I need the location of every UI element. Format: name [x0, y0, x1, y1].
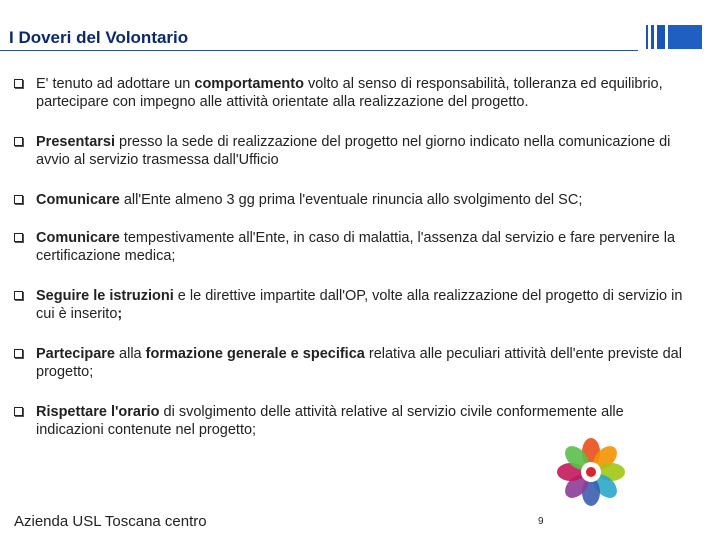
footer-organization: Azienda USL Toscana centro [14, 513, 207, 530]
item-text-segment: E' tenuto ad adottare un [36, 76, 195, 92]
checkbox-bullet-icon [14, 233, 23, 242]
item-text-segment: di svolgimento delle attività relative al servizio civile conformemente alle indicazioni contenute nel progetto; [36, 404, 624, 438]
list-item [14, 345, 694, 381]
list-item [14, 75, 694, 111]
item-text-segment: Rispettare l'orario [36, 404, 160, 420]
checkbox-bullet-icon [14, 349, 23, 358]
item-text-segment: formazione generale e specifica [145, 346, 365, 362]
brand-bars-icon [646, 25, 702, 49]
item-text-segment: Comunicare [36, 230, 120, 246]
servizio-civile-logo-icon [555, 436, 627, 508]
item-text-segment: all'Ente almeno 3 gg prima l'eventuale rinuncia allo svolgimento del SC; [119, 192, 583, 208]
duties-list [14, 75, 694, 439]
item-text-segment: ; [117, 306, 123, 322]
checkbox-bullet-icon [14, 137, 23, 146]
item-text-segment: presso la sede di realizzazione del progetto nel giorno indicato nella comunicazione di avvio al servizio trasmessa dall'Ufficio [36, 134, 671, 168]
logo-center-mark [586, 467, 596, 477]
item-text-segment: Partecipare [36, 346, 115, 362]
item-text-segment: tempestivamente all'Ente, in caso di malattia, l'assenza dal servizio e fare pervenire la certificazione medica; [36, 230, 676, 264]
item-text-segment: relativa alle peculiari attività dell'ente previste dal progetto; [36, 346, 682, 380]
list-item [14, 229, 694, 265]
checkbox-bullet-icon [14, 291, 23, 300]
list-item [14, 287, 694, 323]
page-number: 9 [538, 516, 544, 527]
item-text-segment: volto al senso di responsabilità, tolleranza ed equilibrio, partecipare con impegno alle attività orientate alla realizzazione del progetto. [36, 76, 663, 110]
list-item [14, 191, 694, 209]
item-text-segment: Seguire le istruzioni [36, 288, 174, 304]
checkbox-bullet-icon [14, 79, 23, 88]
item-text-segment: comportamento [194, 76, 304, 92]
item-text-segment: e le direttive impartite dall'OP, volte alla realizzazione del progetto di servizio in cui è inserito [36, 288, 683, 322]
item-text-segment: alla [115, 346, 146, 362]
page-title: I Doveri del Volontario [9, 28, 189, 47]
item-text-segment: Comunicare [36, 192, 120, 208]
list-item [14, 403, 694, 439]
item-text-segment: Presentarsi [36, 134, 115, 150]
checkbox-bullet-icon [14, 407, 23, 416]
title-divider [0, 50, 638, 51]
list-item [14, 133, 694, 169]
checkbox-bullet-icon [14, 195, 23, 204]
